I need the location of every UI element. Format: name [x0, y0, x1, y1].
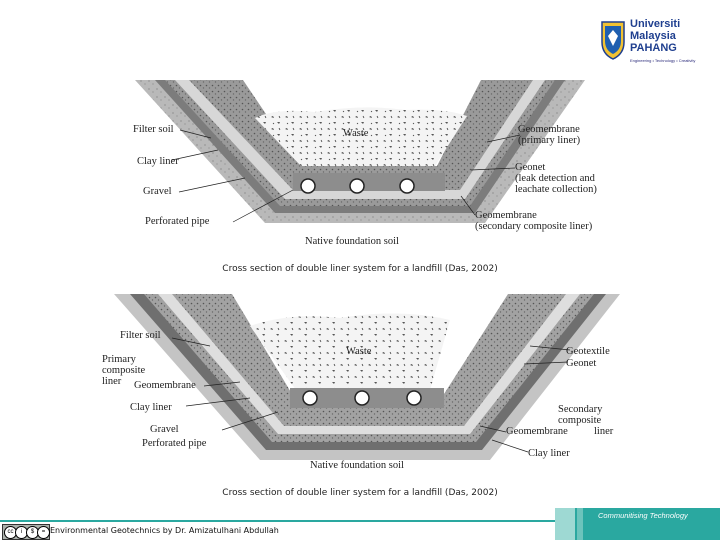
- logo-wordmark: [630, 18, 680, 54]
- label-clay-liner: Clay liner: [137, 156, 179, 167]
- logo-line-3: PAHANG: [630, 42, 677, 54]
- label-clay-liner-secondary: Clay liner: [528, 448, 570, 459]
- footer: [0, 508, 720, 540]
- label-gravel-2: Gravel: [150, 424, 179, 435]
- perforated-pipe-icon: [303, 391, 317, 405]
- figure-1-caption: Cross section of double liner system for a landfill (Das, 2002): [222, 264, 498, 274]
- footer-credit: Environmental Geotechnics by Dr. Amizatulhani Abdullah: [50, 526, 279, 535]
- perforated-pipe-icon: [355, 391, 369, 405]
- logo-tagline: Engineering • Technology • Creativity: [630, 58, 696, 63]
- noncommercial-icon: $: [26, 526, 39, 539]
- label-filter-soil: Filter soil: [133, 124, 174, 135]
- shield-icon: [600, 20, 626, 60]
- label-geomembrane-primary-line2: (primary liner): [518, 135, 581, 146]
- label-gravel: Gravel: [143, 186, 172, 197]
- footer-divider: [0, 520, 555, 522]
- perforated-pipe-icon: [407, 391, 421, 405]
- label-geomembrane-primary-line1: Geomembrane: [518, 124, 580, 135]
- logo-line-2: Malaysia: [630, 30, 676, 42]
- label-geomembrane-2: Geomembrane: [134, 380, 196, 391]
- label-clay-liner-2: Clay liner: [130, 402, 172, 413]
- perforated-pipe-icon: [350, 179, 364, 193]
- label-primary-line1: Primary: [102, 354, 136, 365]
- label-secondary-line2: composite: [558, 415, 602, 426]
- figure-2-caption: Cross section of double liner system for a landfill (Das, 2002): [222, 488, 498, 498]
- cc-icon: cc: [4, 526, 17, 539]
- label-geomembrane-secondary-2: Geomembrane: [506, 426, 568, 437]
- university-logo: [596, 14, 708, 72]
- label-primary-line3: liner: [102, 376, 122, 387]
- label-native-soil-2: Native foundation soil: [310, 460, 404, 471]
- label-geotextile: Geotextile: [566, 346, 610, 357]
- attribution-icon: i: [15, 526, 28, 539]
- label-geonet-2: Geonet: [566, 358, 597, 369]
- label-secondary-line1: Secondary: [558, 404, 603, 415]
- label-secondary-line3: liner: [594, 426, 614, 437]
- label-geonet-line3: leachate collection): [515, 184, 597, 195]
- label-geomembrane-primary: [518, 124, 580, 146]
- perforated-pipe-icon: [400, 179, 414, 193]
- label-geomembrane-secondary: [475, 210, 592, 232]
- label-primary-line2: composite: [102, 365, 146, 376]
- figure-1-double-liner: [115, 78, 612, 250]
- creative-commons-badge: [2, 524, 50, 540]
- label-geomembrane-secondary-line2: (secondary composite liner): [475, 221, 593, 232]
- perforated-pipe-icon: [301, 179, 315, 193]
- label-waste-2: Waste: [346, 346, 372, 357]
- noderivatives-icon: =: [37, 526, 50, 539]
- label-native-soil: Native foundation soil: [305, 236, 399, 247]
- logo-line-1: Universiti: [630, 18, 681, 30]
- label-geomembrane-secondary-line1: Geomembrane: [475, 210, 537, 221]
- label-perforated-pipe: Perforated pipe: [145, 216, 210, 227]
- figure-2-double-liner: [100, 290, 622, 476]
- label-filter-soil-2: Filter soil: [120, 330, 161, 341]
- label-geonet-line2: (leak detection and: [515, 173, 595, 184]
- label-waste: Waste: [343, 128, 369, 139]
- label-geonet: [515, 162, 597, 195]
- footer-slogan: Communitising Technology: [598, 511, 688, 520]
- label-geonet-line1: Geonet: [515, 162, 546, 173]
- label-perforated-pipe-2: Perforated pipe: [142, 438, 207, 449]
